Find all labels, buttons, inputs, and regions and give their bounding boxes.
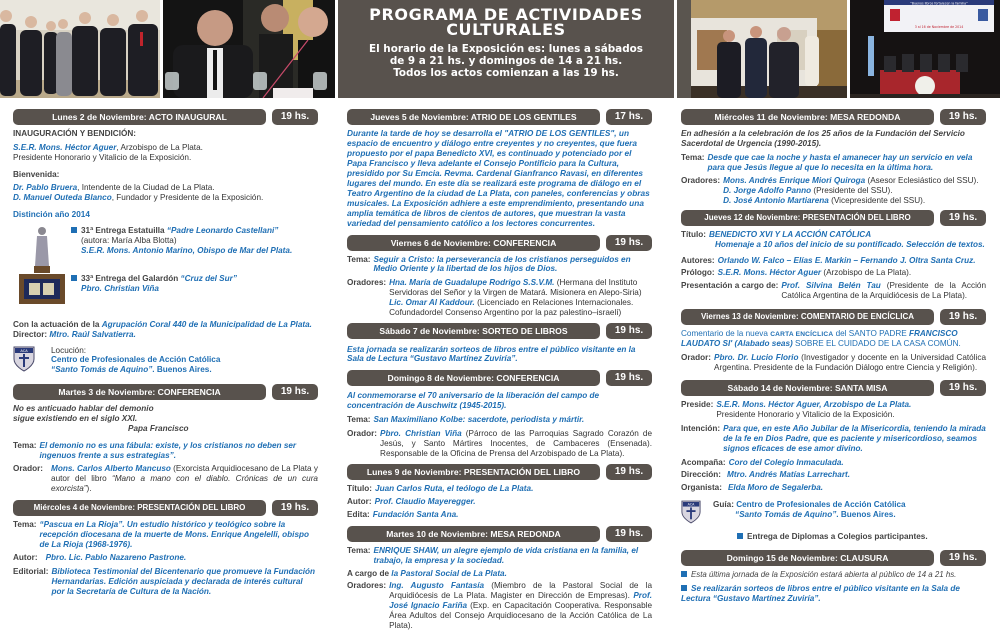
intention-row xyxy=(681,424,986,454)
event-description: Durante la tarde de hoy se desarrolla el "ATRIO DE LOS GENTILES", un espacio de encuentro y diálogo entre creyentes y no creyentes, que fuera propuesto por el papa Benedicto XVI, es continuado y potenciado por el Papa Francisco y lleva adelante el Consejo Pontificio para la Cultura, presidido por Su Emcia. Revma. Cardenal Gianfranco Ravasi, en diferentes lugares del mundo. En este día se realizará este programa de diálogo en el Teatro Argentino de la ciudad de La Plata, con paneles, conferencias y obras musicales. La Exposición adhiere a este emprendimiento, presentando una amplia temática de libros de cientos de autores, que muestran la vasta variedad del pensamiento católico a los lectores concurrentes. xyxy=(347,128,650,228)
author-label: Autor: xyxy=(347,497,372,507)
event-day: Jueves 12 de Noviembre: PRESENTACIÓN DEL LIBRO xyxy=(681,210,934,226)
presider-role: Presidente Honorario y Vitalicio de la Exposición. xyxy=(716,410,895,420)
event-day: Domingo 8 de Noviembre: CONFERENCIA xyxy=(347,370,600,386)
event-day: Domingo 15 de Noviembre: CLAUSURA xyxy=(681,550,934,566)
event-time: 19 hs. xyxy=(940,210,986,226)
speaker-name: Mons. Andrés Enrique Miori Quiroga xyxy=(723,176,866,186)
photo-inauguration-group xyxy=(0,0,160,98)
event-header xyxy=(347,235,652,251)
aca-shield-icon xyxy=(681,500,713,527)
photo-closing-ceremony xyxy=(850,0,1000,98)
comment-text: del SANTO PADRE xyxy=(833,328,909,338)
event-time: 19 hs. xyxy=(606,323,652,339)
section-heading: INAUGURACIÓN Y BENDICIÓN: xyxy=(13,129,136,138)
intention-label: Intención: xyxy=(681,424,721,434)
event-time: 19 hs. xyxy=(606,370,652,386)
organist-label: Organista: xyxy=(681,483,722,493)
event-day: Lunes 9 de Noviembre: PRESENTACIÓN DEL LIBRO xyxy=(347,464,600,480)
speaker-desc: (Exp. en Capacitación Cooperativa. Responsable Área Adultos del Consejo Arquidiocesano de la Acción Católica de La Plata). xyxy=(389,601,652,630)
event-intro: Al conmemorarse el 70 aniversario de la liberación del campo de concentración de Auschwitz (1945-2015). xyxy=(347,391,600,411)
title-line-1: PROGRAMA DE ACTIVIDADES xyxy=(369,5,643,24)
page-header xyxy=(338,0,674,98)
direction-value: Mtro. Andrés Matías Larrechart. xyxy=(727,470,851,480)
event-time: 19 hs. xyxy=(940,109,986,125)
encyclical-label: CARTA ENCÍCLICA xyxy=(770,330,834,338)
event-time: 17 hs. xyxy=(606,109,652,125)
speaker-desc: (Presidente del SSU). xyxy=(811,186,893,196)
event-time: 19 hs. xyxy=(940,380,986,396)
book-title: “Mano a mano con el diablo. Crónicas de un cura exorcista” xyxy=(51,474,318,494)
shield-text: ACA xyxy=(687,502,695,507)
event-day: Martes 3 de Noviembre: CONFERENCIA xyxy=(13,384,266,400)
author-value: Pbro. Lic. Pablo Nazareno Pastrone. xyxy=(45,553,187,563)
authors-label: Autores: xyxy=(681,255,715,265)
photo-speakers-table xyxy=(163,0,335,98)
banner-text: “Buenos libros fortalecen la familia” xyxy=(910,1,968,6)
topic-label: Tema: xyxy=(347,254,371,264)
encyclical-name: FRANCISCO LAUDATO SI' (Alabado seas) xyxy=(681,328,958,348)
diplomas-item xyxy=(681,532,986,542)
event-header xyxy=(347,109,652,125)
event-header xyxy=(13,109,318,125)
presider-row xyxy=(681,400,986,420)
event-header xyxy=(681,550,986,566)
quote-line: sigue existiendo en el siglo XXI. xyxy=(13,413,138,423)
closing-text: Esta última jornada de la Exposición estará abierta al público de 14 a 21 hs. xyxy=(691,569,957,579)
speaker-desc: (Exorcista Arquidiocesano de La Plata y autor del libro xyxy=(51,464,318,484)
schedule-line-2: de 9 a 21 hs. y domingos de 14 a 21 hs. xyxy=(389,55,623,67)
speaker-desc: (Miembro de la Pastoral Social de la Arquidiócesis de La Plata. Magister en Dirección de Empresas). xyxy=(389,581,653,601)
event-day: Viernes 6 de Noviembre: CONFERENCIA xyxy=(347,235,600,251)
event-day: Sábado 7 de Noviembre: SORTEO DE LIBROS xyxy=(347,323,600,339)
person-name: S.E.R. Mons. Héctor Aguer xyxy=(13,142,117,152)
topic-value: Seguir a Cristo: la perseverancia de los cristianos perseguidos en Medio Oriente y la libertad de los hijos de Dios. xyxy=(373,254,631,274)
event-header xyxy=(347,370,652,386)
event-header xyxy=(681,309,986,325)
speaker-label: Orador: xyxy=(13,464,44,474)
director-name: Mtro. Raúl Salvatierra. xyxy=(49,329,136,339)
guide-credit xyxy=(681,500,986,527)
event-time: 19 hs. xyxy=(272,500,318,516)
publisher-label: Editorial: xyxy=(13,567,49,577)
title-line-2: CULTURALES xyxy=(446,20,566,39)
speaker-label: Orador: xyxy=(681,352,712,362)
person-name: Dr. Pablo Bruera xyxy=(13,183,78,193)
speaker-credit xyxy=(13,346,318,376)
prologue-author: S.E.R. Mons. Héctor Aguer xyxy=(717,268,822,278)
bullet-icon xyxy=(71,227,77,233)
title-value: BENEDICTO XVI Y LA ACCIÓN CATÓLICA xyxy=(709,229,872,239)
topic-value: Desde que cae la noche y hasta el amanecer hay un servicio en vela para que Jesús llegue al que lo necesita en la última hora. xyxy=(707,152,973,172)
speaker-desc: (Vicepresidente del SSU). xyxy=(828,196,926,206)
event-header xyxy=(681,210,986,226)
speaker-name: Prof. José Ignacio Fariña xyxy=(389,591,652,611)
bullet-icon xyxy=(737,533,743,539)
event-martes-3 xyxy=(13,384,318,494)
speaker-desc: (Investigador y docente en la Universidad Católica Argentina. Presidente de la Fundación Diálogo entre Ciencia y Religión). xyxy=(714,352,986,372)
authors-row xyxy=(681,256,986,266)
choir-label: Con la actuación de la xyxy=(13,319,102,329)
topic-value: El demonio no es una fábula: existe, y los cristianos no deben ser ingenuos frente a sus estrategias”. xyxy=(39,440,297,460)
topic-label: Tema: xyxy=(13,440,37,450)
diplomas-text: Entrega de Diplomas a Colegios participantes. xyxy=(747,532,928,541)
quote-author: Papa Francisco xyxy=(128,423,189,433)
event-time: 19 hs. xyxy=(940,309,986,325)
event-day: Miércoles 4 de Noviembre: PRESENTACIÓN DEL LIBRO xyxy=(13,500,266,516)
person-role-line2: Presidente Honorario y Vitalicio de la Exposición. xyxy=(13,152,192,162)
event-jueves-12 xyxy=(681,210,986,301)
speaker-name: Lic. Omar Al Kaddour. xyxy=(389,297,475,307)
topic-row xyxy=(681,153,986,173)
topic-label: Tema: xyxy=(681,152,705,162)
event-day: Martes 10 de Noviembre: MESA REDONDA xyxy=(347,526,600,542)
speaker-desc-end: ). xyxy=(86,484,92,494)
organizer-label: A cargo de xyxy=(347,568,392,578)
event-day: Lunes 2 de Noviembre: ACTO INAUGURAL xyxy=(13,109,266,125)
event-jueves-5 xyxy=(347,109,652,229)
speaker-name: Pbro. Dr. Lucio Florio xyxy=(714,352,799,362)
event-time: 19 hs. xyxy=(606,235,652,251)
speaker-desc: (Hermana del Instituto Servidoras del Señor y la Virgen de Matará. Misionera en Alepo-Siria) xyxy=(389,278,642,298)
event-time: 19 hs. xyxy=(940,550,986,566)
speakers-row xyxy=(347,278,652,317)
event-day: Jueves 5 de Noviembre: ATRIO DE LOS GENTILES xyxy=(347,109,600,125)
event-sabado-7 xyxy=(347,323,652,365)
publisher-value: Fundación Santa Ana. xyxy=(372,510,459,520)
bullet-icon xyxy=(681,571,687,577)
event-domingo-8 xyxy=(347,370,652,458)
topic-value: “Pascua en La Rioja”. Un estudio histórico y teológico sobre la recepción diocesana de la muerte de Mons. Enrique Angelelli, obispo de La Rioja (1968-1976). xyxy=(39,519,310,549)
topic-label: Tema: xyxy=(347,545,371,555)
column-2 xyxy=(347,109,652,631)
banner-date: 3 al 16 de Noviembre de 2014 xyxy=(914,25,964,29)
topic-row xyxy=(347,255,652,275)
guide-label: Guía: xyxy=(713,500,737,510)
event-viernes-6 xyxy=(347,235,652,318)
speaker-name: Pbro. Christian Viña xyxy=(380,428,462,438)
presenter-desc: (Presidente de la Acción Católica Argentina de la Arquidiócesis de La Plata). xyxy=(781,281,986,301)
guide-org-city: . Buenos Aires. xyxy=(836,510,896,519)
publisher-value: Biblioteca Testimonial del Bicentenario que promueve la Fundación Hernandarias. Edición auspiciada y declarada de interés cultural por la Secretaría de Cultura de la Nación. xyxy=(51,567,316,596)
award-title: 31ª Entrega Estatuilla xyxy=(81,225,167,235)
presenter-name: Prof. Silvina Belén Tau xyxy=(781,281,881,291)
authors-value: Orlando W. Falco – Elías E. Markin – Fernando J. Oltra Santa Cruz. xyxy=(717,255,976,265)
presider-label: Preside: xyxy=(681,400,714,410)
person-role: , Arzobispo de La Plata. xyxy=(116,142,203,152)
award-author: (autora: María Alba Blotta) xyxy=(81,235,177,245)
award-recipient: Pbro. Christian Viña xyxy=(81,283,159,293)
speaker-label: Orador: xyxy=(347,428,378,438)
prologue-desc: (Arzobispo de La Plata). xyxy=(821,268,912,278)
event-lunes-9 xyxy=(347,464,652,520)
header-divider xyxy=(0,98,1000,102)
event-day: Sábado 14 de Noviembre: SANTA MISA xyxy=(681,380,934,396)
title-value: Juan Carlos Ruta, el teólogo de La Plata. xyxy=(375,484,534,494)
speaker-desc: (Asesor Eclesiástico del SSU). xyxy=(865,176,979,186)
event-header xyxy=(347,526,652,542)
event-miercoles-4 xyxy=(13,500,318,597)
aca-shield-icon xyxy=(13,346,51,375)
speaker-name: D. José Antonio Martiarena xyxy=(723,196,829,206)
schedule-line-3: Todos los actos comienzan a las 19 hs. xyxy=(393,67,619,79)
speaker-row xyxy=(347,429,652,459)
title-label: Título: xyxy=(347,484,373,494)
author-row xyxy=(347,497,652,507)
closing-item xyxy=(681,584,986,604)
speaker-org-city: . Buenos Aires. xyxy=(152,365,212,375)
person-role: , Intendente de la Ciudad de La Plata. xyxy=(77,183,215,193)
event-time: 19 hs. xyxy=(606,526,652,542)
award-2 xyxy=(13,274,318,310)
event-header xyxy=(347,464,652,480)
page-title xyxy=(338,7,674,37)
column-3 xyxy=(681,109,986,603)
intention-value: Para que, en este Año Jubilar de la Misericordia, teniendo la mirada de la fe en Dios Padre, que es paciente y misericordioso, seamos signos eficaces de ese amor divino. xyxy=(723,424,986,453)
person-name: D. Manuel Outeda Blanco xyxy=(13,193,112,203)
author-label: Autor: xyxy=(13,553,38,563)
speaker-name: Mons. Carlos Alberto Mancuso xyxy=(51,464,171,474)
guide-org-name: “Santo Tomás de Aquino” xyxy=(735,510,837,519)
event-viernes-13 xyxy=(681,309,986,372)
comment-text: Comentario de la nueva xyxy=(681,328,771,338)
speaker-desc: (Párroco de las Parroquias Sagrado Corazón de Jesús, y Santo Mártires Inocentes, de Cambaceres (Ensenada). Responsable de la Oficina de Prensa del Arzobispado de La Plata). xyxy=(380,428,652,458)
event-header xyxy=(347,323,652,339)
event-time: 19 hs. xyxy=(272,109,318,125)
person-role: , Fundador y Presidente de la Exposición. xyxy=(111,193,264,203)
comment-text: SOBRE EL CUIDADO DE LA CASA COMÚN. xyxy=(792,338,961,348)
award-title: 33ª Entrega del Galardón xyxy=(81,273,181,283)
speaker-org: Centro de Profesionales de Acción Católica xyxy=(51,355,221,365)
organist-value: Elda Moro de Segalerba. xyxy=(727,483,824,493)
event-header xyxy=(13,500,318,516)
direction-label: Dirección: xyxy=(681,470,722,480)
schedule-line-1: El horario de la Exposición es: lunes a sábados xyxy=(369,43,643,55)
speaker-name: Hna. María de Guadalupe Rodrigo S.S.V.M. xyxy=(389,278,555,288)
event-day: Viernes 13 de Noviembre: COMENTARIO DE ENCÍCLICA xyxy=(681,309,934,325)
speaker-desc: (Licenciado en Relaciones Internacionales. Cofundadordel Consenso Argentino por la paz palestino–israelí) xyxy=(389,297,634,317)
award-1 xyxy=(13,226,318,274)
event-lunes-2 xyxy=(13,109,318,375)
speaker-row xyxy=(681,353,986,373)
award-recipient: S.E.R. Mons. Antonio Marino, Obispo de Mar del Plata. xyxy=(81,245,293,255)
topic-label: Tema: xyxy=(347,414,371,424)
guide-org: Centro de Profesionales de Acción Católica xyxy=(736,500,906,510)
event-day: Miércoles 11 de Noviembre: MESA REDONDA xyxy=(681,109,934,125)
event-miercoles-11 xyxy=(681,109,986,206)
title-row xyxy=(347,484,652,494)
director-label: Director: xyxy=(13,329,50,339)
event-time: 19 hs. xyxy=(606,464,652,480)
plaque-icon xyxy=(13,274,71,310)
organizer-value: la Pastoral Social de La Plata. xyxy=(391,568,507,578)
author-row xyxy=(13,553,318,563)
title-label: Título: xyxy=(681,229,707,239)
topic-row xyxy=(13,520,318,550)
publisher-row xyxy=(347,510,652,520)
bullet-icon xyxy=(71,275,77,281)
shield-text: ACA xyxy=(20,348,28,353)
topic-value: ENRIQUE SHAW, un alegre ejemplo de vida cristiana en la familia, el trabajo, la empresa y la sociedad. xyxy=(373,545,639,565)
event-time: 19 hs. xyxy=(272,384,318,400)
publisher-label: Edita: xyxy=(347,510,370,520)
author-value: Prof. Claudio Mayeregger. xyxy=(374,497,476,507)
speakers-row xyxy=(347,581,652,630)
topic-label: Tema: xyxy=(13,519,37,529)
accompaniment-row xyxy=(681,458,986,468)
event-intro: En adhesión a la celebración de los 25 años de la Fundación del Servicio Sacerdotal de Urgencia (1990-2015). xyxy=(681,129,965,148)
presider-name: S.E.R. Mons. Héctor Aguer, Arzobispo de La Plata. xyxy=(716,400,912,410)
event-header xyxy=(681,109,986,125)
event-martes-10 xyxy=(347,526,652,631)
event-domingo-15 xyxy=(681,550,986,604)
schedule-info xyxy=(338,43,674,79)
presenter-row xyxy=(681,281,986,301)
quote-line: No es anticuado hablar del demonio xyxy=(13,404,154,414)
presenter-label: Presentación a cargo de: xyxy=(681,281,779,291)
bullet-icon xyxy=(681,585,687,591)
speaker-name: Ing. Augusto Fantasía xyxy=(389,581,485,591)
prologue-row xyxy=(681,268,986,278)
topic-row xyxy=(347,546,652,566)
speaker-label: Locución: xyxy=(51,345,87,355)
title-row xyxy=(681,230,986,250)
award-name: “Cruz del Sur” xyxy=(180,273,237,283)
publisher-row xyxy=(13,567,318,597)
accompaniment-value: Coro del Colegio Inmaculada. xyxy=(728,457,844,467)
organist-row xyxy=(681,483,986,493)
event-header xyxy=(681,380,986,396)
award-name: “Padre Leonardo Castellani” xyxy=(166,225,279,235)
speakers-row xyxy=(681,176,986,206)
prologue-label: Prólogo: xyxy=(681,268,715,278)
accompaniment-label: Acompaña: xyxy=(681,457,726,467)
event-sabado-14 xyxy=(681,380,986,541)
speakers-label: Oradores: xyxy=(681,176,721,186)
column-1 xyxy=(13,109,318,597)
event-header xyxy=(13,384,318,400)
topic-row xyxy=(347,415,652,425)
speaker-name: D. Jorge Adolfo Panno xyxy=(723,186,812,196)
event-description: Esta jornada se realizarán sorteos de libros entre el público visitante en la Sala de Lectura “Gustavo Martínez Zuviría”. xyxy=(347,344,636,364)
title-subtitle: Homenaje a 10 años del inicio de su pontificado. Selección de textos. xyxy=(715,239,985,249)
statuette-icon xyxy=(13,226,71,274)
direction-row xyxy=(681,470,986,480)
closing-item xyxy=(681,570,986,580)
closing-text: Se realizarán sorteos de libros entre el público visitante en la Sala de Lectura “Gustavo Martínez Zuviría”. xyxy=(681,583,960,603)
photo-exhibition-stand xyxy=(677,0,847,98)
section-heading: Bienvenida: xyxy=(13,169,60,179)
topic-value: San Maximiliano Kolbe: sacerdote, periodista y mártir. xyxy=(373,414,585,424)
speaker-org-name: “Santo Tomás de Aquino” xyxy=(51,365,153,375)
speaker-row xyxy=(13,464,318,494)
speakers-label: Oradores: xyxy=(347,581,387,591)
topic-row xyxy=(13,441,318,461)
distinction-heading: Distinción año 2014 xyxy=(13,210,90,220)
speakers-label: Oradores: xyxy=(347,278,387,288)
choir-name: Agrupación Coral 440 de la Municipalidad de La Plata. xyxy=(101,319,312,329)
